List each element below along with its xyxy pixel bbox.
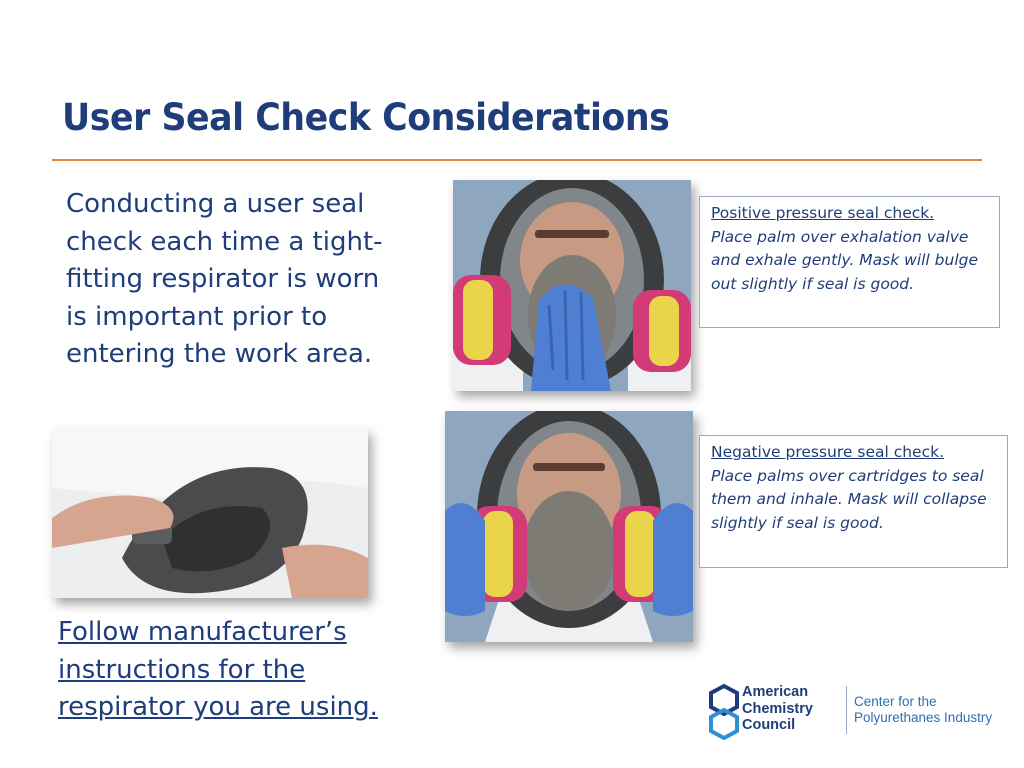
acc-line-1: American [742, 684, 809, 700]
positive-pressure-note [699, 196, 1000, 328]
acc-line-2: Chemistry [742, 700, 813, 717]
manufacturer-instructions-link[interactable]: Follow manufacturer’s instructions for the respirator you are using. [58, 617, 378, 722]
hexagon-logo-icon [706, 682, 742, 742]
acc-logo [706, 680, 1006, 744]
positive-note-heading: Positive pressure seal check. [711, 204, 935, 222]
acc-wordmark [742, 684, 813, 734]
acc-line-3: Council [742, 717, 796, 733]
cpi-wordmark [854, 694, 992, 726]
respirator-inspection-photo [52, 428, 368, 598]
negative-note-heading: Negative pressure seal check. [711, 443, 945, 461]
title-divider [52, 159, 982, 161]
negative-note-body: Place palms over cartridges to seal them and inhale. Mask will collapse slightly if seal is good. [711, 466, 987, 532]
negative-pressure-note [699, 435, 1008, 568]
negative-check-photo [445, 411, 693, 642]
positive-check-photo [453, 180, 691, 391]
cpi-line-2: Polyurethanes Industry [854, 710, 993, 725]
positive-note-body: Place palm over exhalation valve and exhale gently. Mask will bulge out slightly if seal is good. [711, 227, 979, 293]
logo-divider [846, 686, 847, 734]
slide-title: User Seal Check Considerations [62, 96, 670, 139]
cpi-line-1: Center for the [854, 694, 937, 709]
intro-text: Conducting a user seal check each time a tight-fitting respirator is worn is important prior to entering the work area. [66, 189, 383, 369]
